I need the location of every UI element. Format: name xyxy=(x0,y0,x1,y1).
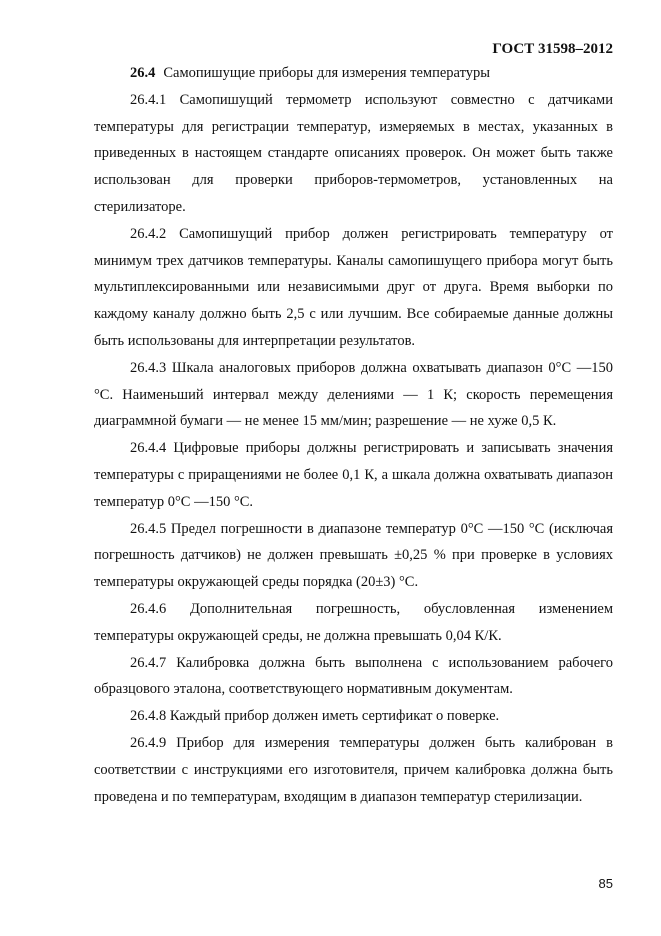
document-code: ГОСТ 31598–2012 xyxy=(492,41,613,57)
paragraph-26-4-8: 26.4.8 Каждый прибор должен иметь сертификат о поверке. xyxy=(130,708,500,725)
page-body xyxy=(94,60,613,810)
paragraph-26-4-6: 26.4.6 Дополнительная погрешность, обусловленная изменением температуры окружающей среды, не должна превышать 0,04 К/К. xyxy=(94,600,613,644)
section-heading xyxy=(94,60,613,87)
paragraph-26-4-1: 26.4.1 Самопишущий термометр используют совместно с датчиками температуры для регистрации температур, измеряемых в местах, указанных в приведенных в настоящем стандарте описаниях проверок. Он может быть также использован для проверки приборов-термометров, установленных на стерилизаторе. xyxy=(94,91,613,215)
paragraph-26-4-2: 26.4.2 Самопишущий прибор должен регистрировать температуру от минимум трех датчиков температуры. Каналы самопишущего прибора могут быть мультиплексированными или независимыми друг от друга. Время выборки по каждому каналу должно быть 2,5 с или лучшим. Все собираемые данные должны быть использованы для интерпретации результатов. xyxy=(94,225,613,349)
section-number: 26.4 xyxy=(130,65,156,81)
section-title: Самопишущие приборы для измерения температуры xyxy=(163,65,490,81)
paragraph-26-4-9: 26.4.9 Прибор для измерения температуры должен быть калиброван в соответствии с инструкциями его изготовителя, причем калибровка должна быть проведена и по температурам, входящим в диапазон температур стерилизации. xyxy=(94,734,613,805)
page-number: 85 xyxy=(598,876,613,891)
paragraph-26-4-7: 26.4.7 Калибровка должна быть выполнена с использованием рабочего образцового эталона, соответствующего нормативным документам. xyxy=(94,654,613,698)
paragraph-26-4-4: 26.4.4 Цифровые приборы должны регистрировать и записывать значения температуры с приращениями не более 0,1 К, а шкала должна охватывать диапазон температур 0°С —150 °С. xyxy=(94,440,613,510)
paragraph-26-4-3: 26.4.3 Шкала аналоговых приборов должна охватывать диапазон 0°С —150 °С. Наименьший интервал между делениями — 1 К; скорость перемещения диаграммной бумаги — не менее 15 мм/мин; разрешение — не хуже 0,5 К. xyxy=(94,359,613,430)
paragraph-26-4-5: 26.4.5 Предел погрешности в диапазоне температур 0°С —150 °С (исключая погрешность датчиков) не должен превышать ±0,25 % при проверке в условиях температуры окружающей среды порядка (20±3) °С. xyxy=(94,520,613,591)
